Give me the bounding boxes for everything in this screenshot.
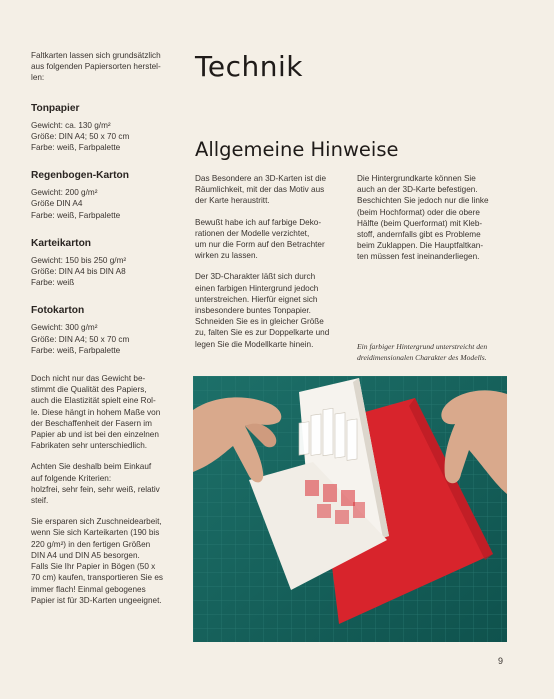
text-line: auch an der 3D-Karte befestigen. xyxy=(357,185,478,195)
text-line: legen Sie die Modellkarte hinein. xyxy=(195,339,314,349)
text-line: aus folgenden Papiersorten herstel- xyxy=(31,62,161,72)
text-line: Papier ab und ist bei den einzelnen xyxy=(31,430,159,440)
text-line: DIN A4 und DIN A5 besorgen. xyxy=(31,550,140,560)
paper-type-regenbogen-karton xyxy=(31,170,181,221)
paper-type-tonpapier xyxy=(31,103,181,154)
text-line: Hälfte (beim Querformat) mit Kleb- xyxy=(357,218,483,228)
page-number: 9 xyxy=(498,656,504,666)
paper-spec-line: Gewicht: 150 bis 250 g/m² xyxy=(31,255,127,265)
text-line: um nur die Form auf den Betrachter xyxy=(195,240,325,250)
text-line: beim Zuklappen. Die Hauptfaltkan- xyxy=(357,241,484,251)
text-line: wirken zu lassen. xyxy=(195,251,258,261)
paper-type-heading: Karteikarton xyxy=(31,237,92,249)
paper-type-karteikarton xyxy=(31,238,181,289)
text-line: zu, falten Sie es zur Doppelkarte und xyxy=(195,328,330,338)
text-line: Schneiden Sie es in gleicher Größe xyxy=(195,317,324,327)
text-line: stimmt die Qualität des Papiers, xyxy=(31,385,147,395)
text-line: rationen der Modelle verzichtet, xyxy=(195,228,310,238)
text-line: Der 3D-Charakter läßt sich durch xyxy=(195,272,316,282)
text-line: (beim Hochformat) oder die obere xyxy=(357,207,480,217)
text-line: len: xyxy=(31,73,45,83)
paper-spec-line: Gewicht: 200 g/m² xyxy=(31,188,98,198)
paper-spec-line: Farbe: weiß xyxy=(31,278,75,288)
paper-type-heading: Fotokarton xyxy=(31,305,85,317)
text-line: 220 g/m²) in den fertigen Größen xyxy=(31,539,151,549)
paper-spec-line: Gewicht: ca. 130 g/m² xyxy=(31,120,111,130)
text-line: Sie ersparen sich Zuschneidearbeit, xyxy=(31,517,162,527)
text-line: Das Besondere an 3D-Karten ist die xyxy=(195,174,327,183)
paper-type-heading: Regenbogen-Karton xyxy=(31,170,129,182)
text-line: stoff, andernfalls gibt es Probleme xyxy=(357,230,481,240)
section-heading: Allgemeine Hinweise xyxy=(195,138,399,161)
caption-line: Ein farbiger Hintergrund unterstreicht den xyxy=(357,342,488,351)
text-line: Faltkarten lassen sich grundsätzlich xyxy=(31,51,161,60)
text-line: Falls Sie Ihr Papier in Bögen (50 x xyxy=(31,562,156,572)
paper-type-fotokarton xyxy=(31,305,181,356)
photo-illustration xyxy=(193,376,507,642)
text-line: le. Diese hängt in hohem Maße von xyxy=(31,407,161,417)
text-line: einen farbigen Hintergrund jedoch xyxy=(195,283,319,293)
sidebar-paragraph xyxy=(31,373,181,451)
text-line: holzfrei, sehr fein, sehr weiß, relativ xyxy=(31,484,160,494)
paper-spec-line: Farbe: weiß, Farbpalette xyxy=(31,210,121,220)
popup-card-photo xyxy=(193,376,507,642)
body-paragraph xyxy=(357,173,507,263)
text-line: auch die Elastizität spielt eine Rol- xyxy=(31,396,156,406)
text-line: Achten Sie deshalb beim Einkauf xyxy=(31,462,152,472)
caption-line: dreidimensionalen Charakter des Modells. xyxy=(357,352,487,362)
sidebar-column xyxy=(31,50,181,616)
paper-spec-line: Größe: DIN A4; 50 x 70 cm xyxy=(31,334,130,344)
page-title: Technik xyxy=(195,50,303,83)
text-line: der Beschaffenheit der Fasern im xyxy=(31,418,152,428)
body-paragraph xyxy=(195,217,345,262)
text-line: Die Hintergrundkarte können Sie xyxy=(357,174,476,183)
text-line: auf folgende Kriterien: xyxy=(31,473,112,483)
text-line: insbesondere buntes Tonpapier. xyxy=(195,306,311,316)
text-line: Bewußt habe ich auf farbige Deko- xyxy=(195,217,322,227)
text-line: Beschichten Sie jedoch nur die linke xyxy=(357,196,489,206)
paper-spec-line: Größe DIN A4 xyxy=(31,199,83,209)
text-line: 70 cm) kaufen, transportieren Sie es xyxy=(31,573,163,583)
sidebar-paragraph xyxy=(31,516,181,606)
text-column-right xyxy=(357,173,507,273)
paper-spec-line: Farbe: weiß, Farbpalette xyxy=(31,143,121,153)
paper-spec-line: Gewicht: 300 g/m² xyxy=(31,323,98,333)
text-line: wenn Sie sich Karteikarten (190 bis xyxy=(31,528,160,538)
text-line: Fabrikaten sehr unterschiedlich. xyxy=(31,441,148,451)
text-line: der Karte heraustritt. xyxy=(195,196,270,206)
photo-caption xyxy=(357,342,507,363)
text-line: unterstreichen. Hierfür eignet sich xyxy=(195,294,318,304)
text-line: Papier ist für 3D-Karten ungeeignet. xyxy=(31,595,162,605)
text-line: immer flach! Einmal gebogenes xyxy=(31,584,146,594)
body-paragraph xyxy=(195,173,345,207)
body-paragraph xyxy=(195,271,345,349)
paper-spec-line: Größe: DIN A4 bis DIN A8 xyxy=(31,267,126,277)
paper-spec-line: Farbe: weiß, Farbpalette xyxy=(31,345,121,355)
text-line: Räumlichkeit, mit der das Motiv aus xyxy=(195,185,325,195)
sidebar-intro xyxy=(31,50,181,84)
sidebar-paragraph xyxy=(31,461,181,506)
text-line: steif. xyxy=(31,496,49,506)
text-line: Doch nicht nur das Gewicht be- xyxy=(31,374,146,384)
text-column-middle xyxy=(195,173,345,360)
paper-type-heading: Tonpapier xyxy=(31,102,80,114)
text-line: ten müssen fest ineinanderliegen. xyxy=(357,252,480,262)
paper-spec-line: Größe: DIN A4; 50 x 70 cm xyxy=(31,131,130,141)
